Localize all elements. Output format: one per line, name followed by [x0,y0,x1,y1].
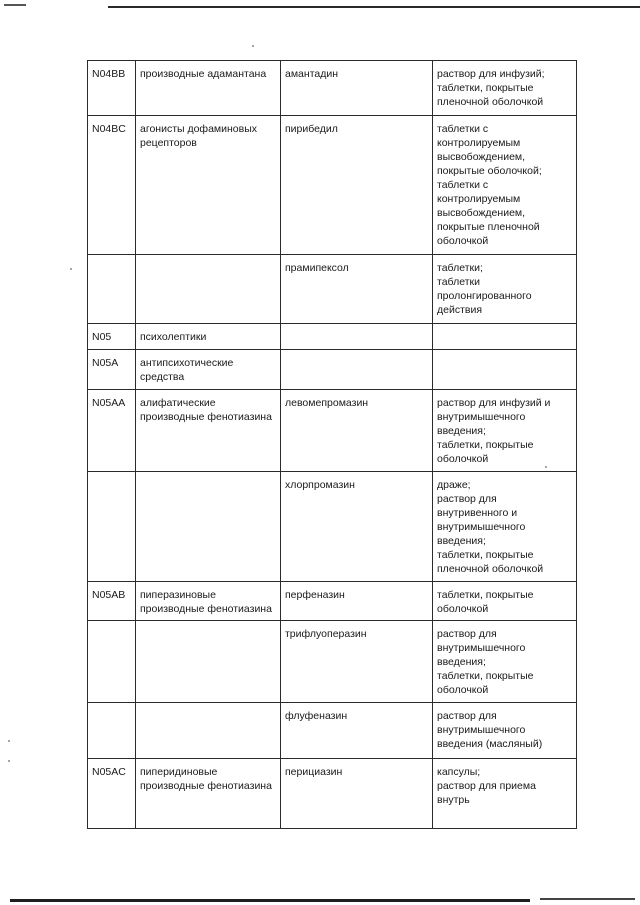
dosage-form-cell: раствор для инфузий; таблетки, покрытые пленочной оболочкой [433,61,577,116]
atc-code-cell [88,472,136,582]
scan-border-bottom [540,898,635,900]
atc-code-cell: N05 [88,324,136,350]
group-name-cell: психолептики [136,324,281,350]
dosage-form-cell [433,350,577,390]
atc-code-cell [88,255,136,324]
dosage-form-cell: раствор для инфузий и внутримышечного введения; таблетки, покрытые оболочкой [433,390,577,472]
group-name-cell [136,472,281,582]
table-body [88,61,577,829]
drug-name-cell: перициазин [281,759,433,829]
atc-code-cell [88,703,136,759]
scan-mark [4,4,26,6]
drug-name-cell [281,324,433,350]
table-row [88,621,577,703]
group-name-cell [136,255,281,324]
table-row [88,350,577,390]
scan-border-bottom [10,899,530,902]
group-name-cell: пиперазиновые производные фенотиазина [136,582,281,621]
drug-name-cell: прамипексол [281,255,433,324]
dosage-form-cell: драже; раствор для внутривенного и внутримышечного введения; таблетки, покрытые пленочной оболочкой [433,472,577,582]
group-name-cell: пиперидиновые производные фенотиазина [136,759,281,829]
atc-code-cell: N05AB [88,582,136,621]
scan-border-top [108,6,640,8]
table-row [88,390,577,472]
table-row [88,703,577,759]
drug-name-cell [281,350,433,390]
drug-name-cell: перфеназин [281,582,433,621]
atc-code-cell: N05AA [88,390,136,472]
dosage-form-cell: таблетки; таблетки пролонгированного действия [433,255,577,324]
group-name-cell [136,621,281,703]
table-row [88,324,577,350]
dosage-form-cell: таблетки, покрытые оболочкой [433,582,577,621]
table-row [88,255,577,324]
atc-code-cell: N05A [88,350,136,390]
group-name-cell: антипсихотические средства [136,350,281,390]
dosage-form-cell: таблетки с контролируемым высвобождением, покрытые оболочкой; таблетки с контролируемым высвобождением, покрытые пленочной оболочкой [433,116,577,255]
table-row [88,61,577,116]
table-row [88,116,577,255]
scan-speck [252,45,254,47]
scan-speck [8,740,10,742]
atc-code-cell: N05AC [88,759,136,829]
dosage-form-cell: капсулы; раствор для приема внутрь [433,759,577,829]
drug-name-cell: трифлуоперазин [281,621,433,703]
drug-name-cell: амантадин [281,61,433,116]
group-name-cell: алифатические производные фенотиазина [136,390,281,472]
group-name-cell [136,703,281,759]
table-row [88,759,577,829]
drug-classification-table [87,60,577,829]
table-row [88,582,577,621]
group-name-cell: производные адамантана [136,61,281,116]
atc-code-cell: N04BB [88,61,136,116]
table-row [88,472,577,582]
scan-speck [70,268,72,270]
drug-name-cell: хлорпромазин [281,472,433,582]
drug-name-cell: пирибедил [281,116,433,255]
dosage-form-cell: раствор для внутримышечного введения (масляный) [433,703,577,759]
drug-name-cell: флуфеназин [281,703,433,759]
scan-speck [8,760,10,762]
group-name-cell: агонисты дофаминовых рецепторов [136,116,281,255]
dosage-form-cell: раствор для внутримышечного введения; таблетки, покрытые оболочкой [433,621,577,703]
atc-code-cell: N04BC [88,116,136,255]
drug-name-cell: левомепромазин [281,390,433,472]
atc-code-cell [88,621,136,703]
dosage-form-cell [433,324,577,350]
